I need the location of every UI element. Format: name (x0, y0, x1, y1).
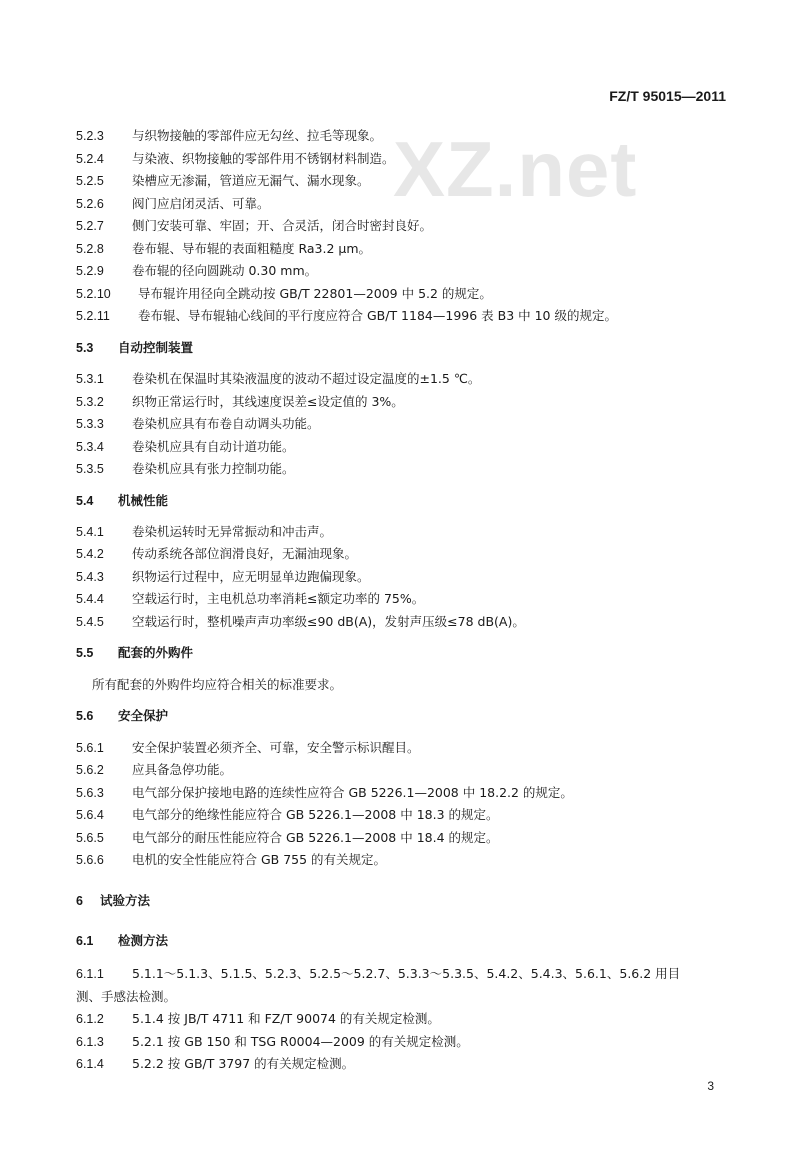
clause-number: 6.1.1 (76, 967, 104, 981)
clause-5-2-10 (76, 286, 492, 302)
chapter-number: 6 (76, 894, 83, 908)
watermark: XZ.net (393, 125, 638, 213)
clause-number: 5.3.2 (76, 395, 104, 409)
paragraph-5-5 (92, 677, 342, 693)
chapter-heading-6 (76, 893, 150, 909)
clause-6-1-3 (76, 1034, 469, 1050)
clause-text: 电机的安全性能应符合 GB 755 的有关规定。 (132, 852, 387, 867)
clause-5-4-5 (76, 614, 525, 630)
clause-text: 染槽应无渗漏，管道应无漏气、漏水现象。 (132, 173, 370, 188)
clause-5-4-4 (76, 591, 424, 607)
clause-5-4-2 (76, 546, 357, 562)
clause-number: 5.4.5 (76, 615, 104, 629)
clause-5-2-9 (76, 263, 317, 279)
section-heading-5-5 (76, 645, 193, 661)
clause-5-4-3 (76, 569, 370, 585)
clause-5-6-3 (76, 785, 573, 801)
standard-code: FZ/T 95015—2011 (609, 88, 726, 104)
clause-number: 5.2.6 (76, 197, 104, 211)
clause-5-2-5 (76, 173, 370, 189)
clause-6-1-4 (76, 1056, 354, 1072)
section-title: 自动控制装置 (118, 340, 194, 355)
section-heading-5-3 (76, 340, 193, 356)
clause-text: 卷染机运转时无异常振动和冲击声。 (132, 524, 333, 539)
clause-number: 5.2.5 (76, 174, 104, 188)
clause-number: 5.2.10 (76, 287, 111, 301)
clause-5-6-6 (76, 852, 386, 868)
clause-text: 卷布辊的径向圆跳动 0.30 mm。 (132, 263, 318, 278)
clause-5-6-5 (76, 830, 499, 846)
clause-text: 织物正常运行时，其线速度误差≤设定值的 3%。 (132, 394, 404, 409)
section-title: 检测方法 (118, 933, 169, 948)
clause-number: 5.6.5 (76, 831, 104, 845)
clause-text: 侧门安装可靠、牢固；开、合灵活，闭合时密封良好。 (132, 218, 433, 233)
section-number: 6.1 (76, 934, 94, 948)
section-heading-5-6 (76, 708, 168, 724)
section-number: 5.6 (76, 709, 94, 723)
clause-text: 与染液、织物接触的零部件用不锈钢材料制造。 (132, 151, 395, 166)
clause-number: 6.1.4 (76, 1057, 104, 1071)
clause-number: 5.6.4 (76, 808, 104, 822)
clause-text: 电气部分的耐压性能应符合 GB 5226.1—2008 中 18.4 的规定。 (132, 830, 499, 845)
page-number: 3 (707, 1079, 714, 1093)
clause-number: 6.1.2 (76, 1012, 104, 1026)
section-heading-6-1 (76, 933, 168, 949)
clause-text: 5.2.2 按 GB/T 3797 的有关规定检测。 (132, 1056, 355, 1071)
clause-5-3-4 (76, 439, 295, 455)
section-title: 配套的外购件 (118, 645, 194, 660)
paragraph-text: 所有配套的外购件均应符合相关的标准要求。 (92, 677, 343, 692)
clause-text: 应具备急停功能。 (132, 762, 233, 777)
clause-number: 5.6.6 (76, 853, 104, 867)
clause-text: 卷染机在保温时其染液温度的波动不超过设定温度的±1.5 ℃。 (132, 371, 481, 386)
clause-text: 卷染机应具有布卷自动调头功能。 (132, 416, 320, 431)
clause-number: 5.6.1 (76, 741, 104, 755)
clause-5-2-7 (76, 218, 432, 234)
clause-number: 5.2.4 (76, 152, 104, 166)
chapter-title: 试验方法 (100, 893, 151, 908)
clause-5-3-1 (76, 371, 480, 387)
clause-number: 5.4.3 (76, 570, 104, 584)
clause-5-2-4 (76, 151, 395, 167)
clause-text: 空载运行时，整机噪声声功率级≤90 dB(A)，发射声压级≤78 dB(A)。 (132, 614, 525, 629)
clause-6-1-2 (76, 1011, 440, 1027)
clause-number: 5.3.3 (76, 417, 104, 431)
clause-number: 5.2.8 (76, 242, 104, 256)
clause-5-6-4 (76, 807, 499, 823)
clause-text: 5.1.4 按 JB/T 4711 和 FZ/T 90074 的有关规定检测。 (132, 1011, 440, 1026)
clause-number: 5.3.1 (76, 372, 104, 386)
clause-5-2-3 (76, 128, 382, 144)
section-title: 安全保护 (118, 708, 169, 723)
clause-number: 6.1.3 (76, 1035, 104, 1049)
clause-5-6-2 (76, 762, 232, 778)
clause-text: 卷布辊、导布辊的表面粗糙度 Ra3.2 μm。 (132, 241, 372, 256)
clause-number: 5.2.11 (76, 309, 110, 323)
clause-6-1-1 (76, 966, 680, 982)
clause-5-3-5 (76, 461, 295, 477)
clause-text: 卷布辊、导布辊轴心线间的平行度应符合 GB/T 1184—1996 表 B3 中 10 级的规定。 (138, 308, 617, 323)
section-heading-5-4 (76, 493, 168, 509)
clause-text: 阀门应启闭灵活、可靠。 (132, 196, 270, 211)
clause-5-4-1 (76, 524, 332, 540)
clause-text: 与织物接触的零部件应无勾丝、拉毛等现象。 (132, 128, 383, 143)
section-title: 机械性能 (118, 493, 169, 508)
clause-number: 5.2.7 (76, 219, 104, 233)
clause-number: 5.3.4 (76, 440, 104, 454)
clause-number: 5.2.3 (76, 129, 104, 143)
clause-text: 织物运行过程中，应无明显单边跑偏现象。 (132, 569, 370, 584)
section-number: 5.3 (76, 341, 94, 355)
clause-5-2-8 (76, 241, 371, 257)
clause-6-1-1-continued (76, 989, 176, 1005)
clause-number: 5.6.3 (76, 786, 104, 800)
clause-number: 5.4.1 (76, 525, 104, 539)
section-number: 5.4 (76, 494, 94, 508)
clause-text: 电气部分保护接地电路的连续性应符合 GB 5226.1—2008 中 18.2.2 的规定。 (132, 785, 573, 800)
clause-number: 5.4.4 (76, 592, 104, 606)
clause-text: 卷染机应具有张力控制功能。 (132, 461, 295, 476)
clause-5-2-11 (76, 308, 617, 324)
clause-text: 空载运行时，主电机总功率消耗≤额定功率的 75%。 (132, 591, 425, 606)
section-number: 5.5 (76, 646, 94, 660)
clause-text: 卷染机应具有自动计道功能。 (132, 439, 295, 454)
clause-text: 安全保护装置必须齐全、可靠，安全警示标识醒目。 (132, 740, 420, 755)
clause-number: 5.3.5 (76, 462, 104, 476)
clause-number: 5.4.2 (76, 547, 104, 561)
clause-text: 5.2.1 按 GB 150 和 TSG R0004—2009 的有关规定检测。 (132, 1034, 469, 1049)
clause-text: 5.1.1～5.1.3、5.1.5、5.2.3、5.2.5～5.2.7、5.3.3～5.3.5、5.4.2、5.4.3、5.6.1、5.6.2 用目 (132, 966, 681, 981)
clause-text: 传动系统各部位润滑良好，无漏油现象。 (132, 546, 358, 561)
clause-text: 测、手感法检测。 (76, 989, 177, 1004)
clause-number: 5.6.2 (76, 763, 104, 777)
clause-5-3-3 (76, 416, 320, 432)
clause-text: 电气部分的绝缘性能应符合 GB 5226.1—2008 中 18.3 的规定。 (132, 807, 499, 822)
clause-5-2-6 (76, 196, 270, 212)
clause-5-6-1 (76, 740, 420, 756)
clause-5-3-2 (76, 394, 404, 410)
clause-text: 导布辊许用径向全跳动按 GB/T 22801—2009 中 5.2 的规定。 (138, 286, 492, 301)
clause-number: 5.2.9 (76, 264, 104, 278)
